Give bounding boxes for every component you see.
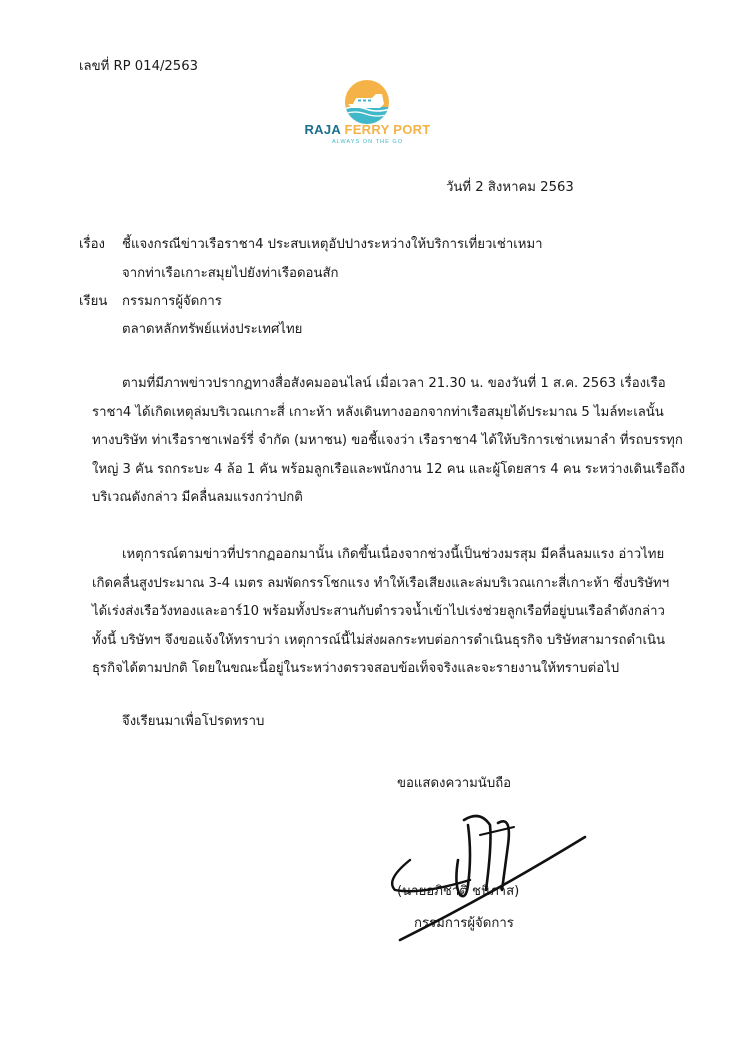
signature-icon xyxy=(380,805,595,945)
paragraph-line: ราชา4 ได้เกิดเหตุล่มบริเวณเกาะสี่ เกาะห้า หลังเดินทางออกจากท่าเรือสมุยได้ประมาณ 5 ไมล์ทะเลนั้น xyxy=(92,404,664,420)
signer-title: กรรมการผู้จัดการ xyxy=(414,916,514,931)
letter-date: วันที่ 2 สิงหาคม 2563 xyxy=(446,180,574,195)
logo-tagline: ALWAYS ON THE GO xyxy=(331,139,404,145)
body-paragraph-2 xyxy=(92,541,672,684)
body-paragraph-1 xyxy=(92,370,686,513)
recipient-line-2: ตลาดหลักทรัพย์แห่งประเทศไทย xyxy=(122,322,303,337)
ferry-logo-icon xyxy=(300,78,435,124)
paragraph-line: เหตุการณ์ตามข่าวที่ปรากฏออกมานั้น เกิดขึ้นเนื่องจากช่วงนี้เป็นช่วงมรสุม มีคลื่นลมแรง อ่าวไทย xyxy=(122,547,665,562)
paragraph-line: ทั้งนี้ บริษัทฯ จึงขอแจ้งให้ทราบว่า เหตุการณ์นี้ไม่ส่งผลกระทบต่อการดำเนินธุรกิจ บริษัทสามารถดำเนิน xyxy=(92,632,666,648)
subject-label: เรื่อง xyxy=(79,237,105,252)
paragraph-line: ธุรกิจได้ตามปกติ โดยในขณะนี้อยู่ในระหว่างตรวจสอบข้อเท็จจริงและจะรายงานให้ทราบต่อไป xyxy=(92,661,620,676)
regards-text: ขอแสดงความนับถือ xyxy=(397,776,512,791)
company-logo xyxy=(300,78,435,158)
recipient-line-1: กรรมการผู้จัดการ xyxy=(122,294,222,309)
paragraph-line: ทางบริษัท ท่าเรือราชาเฟอร์รี่ จำกัด (มหาชน) ขอชี้แจงว่า เรือราชา4 ได้ให้บริการเช่าเหมาลำ ที่รถบรรทุก xyxy=(92,433,683,448)
reference-number: เลขที่ RP 014/2563 xyxy=(79,59,198,74)
logo-name: RAJA FERRY PORT xyxy=(304,122,431,137)
paragraph-line: ใหญ่ 3 คัน รถกระบะ 4 ล้อ 1 คัน พร้อมลูกเรือและพนักงาน 12 คน และผู้โดยสาร 4 คน ระหว่างเดินเรือถึง xyxy=(92,461,686,477)
subject-line-1: ชี้แจงกรณีข่าวเรือราชา4 ประสบเหตุอัปปางระหว่างให้บริการเที่ยวเช่าเหมา xyxy=(122,237,543,252)
paragraph-line: บริเวณดังกล่าว มีคลื่นลมแรงกว่าปกติ xyxy=(92,490,303,505)
signer-name: (นายอภิชาติ ชนิภาส) xyxy=(397,884,520,899)
subject-line-2: จากท่าเรือเกาะสมุยไปยังท่าเรือดอนสัก xyxy=(122,266,339,281)
paragraph-line: เกิดคลื่นสูงประมาณ 3-4 เมตร ลมพัดกรรโชกแรง ทำให้เรือเสียงและล่มบริเวณเกาะสี่เกาะห้า ซึ่งบริษัทฯ xyxy=(92,575,670,591)
paragraph-line: ได้เร่งส่งเรือวังทองและอาร์10 พร้อมทั้งประสานกับตำรวจน้ำเข้าไปเร่งช่วยลูกเรือที่อยู่บนเรือลำดังกล่าว xyxy=(92,604,665,619)
paragraph-line: ตามที่มีภาพข่าวปรากฏทางสื่อสังคมออนไลน์ เมื่อเวลา 21.30 น. ของวันที่ 1 ส.ค. 2563 เรื่องเรือ xyxy=(122,376,666,391)
recipient-label: เรียน xyxy=(79,294,108,309)
closing-text: จึงเรียนมาเพื่อโปรดทราบ xyxy=(122,714,265,729)
